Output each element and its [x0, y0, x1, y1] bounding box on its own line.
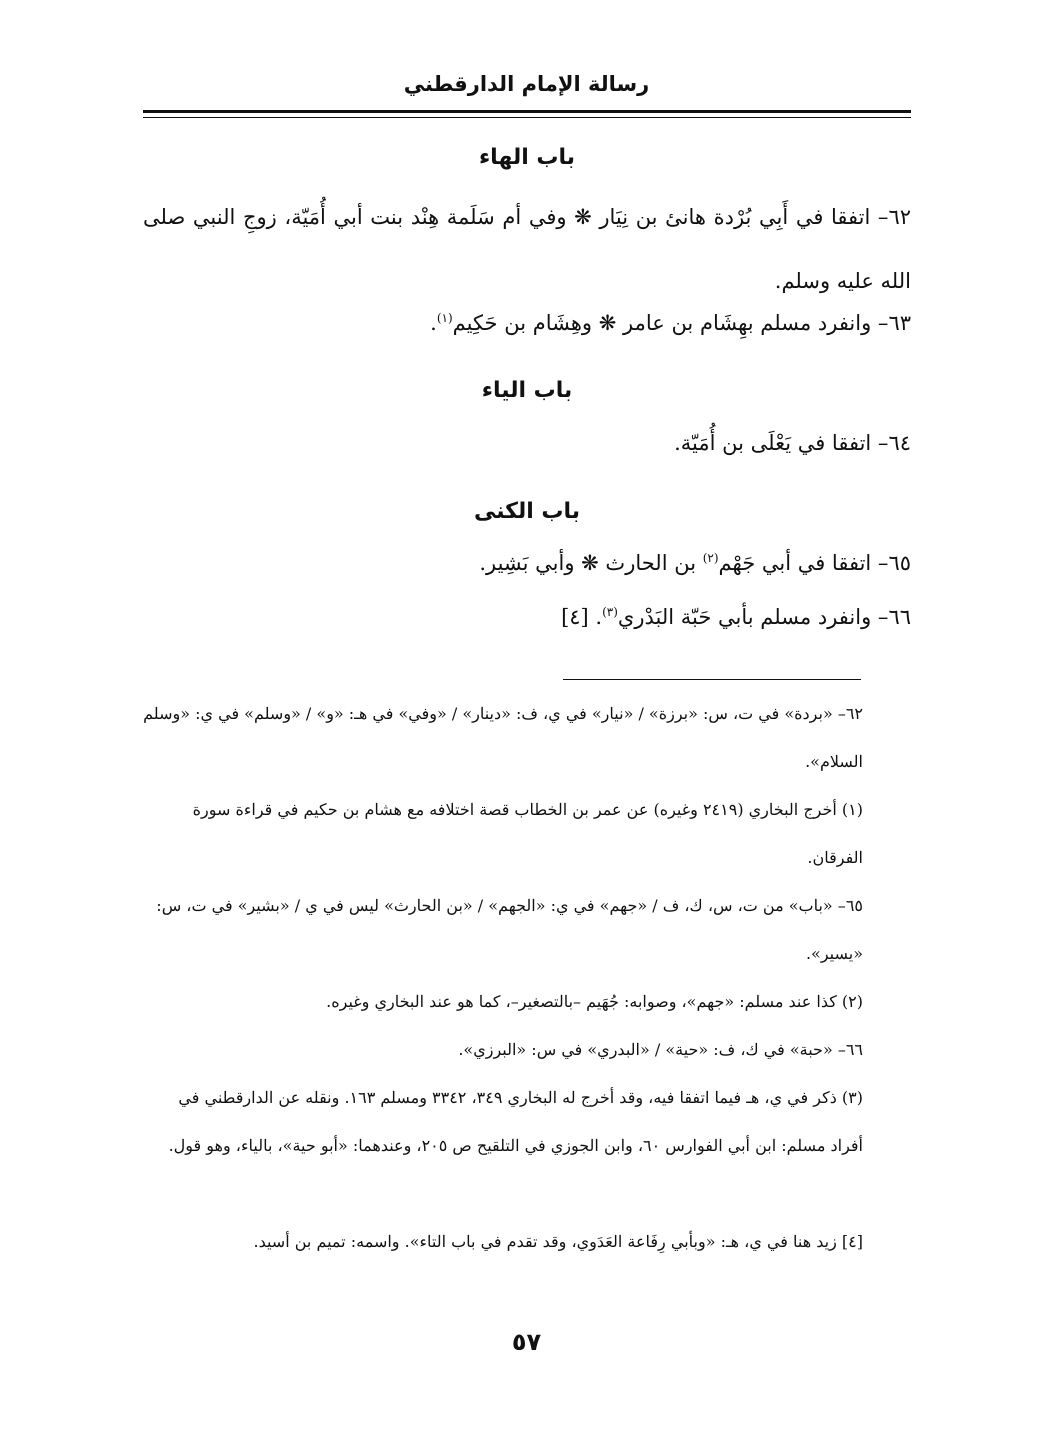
footnote-65: ٦٥– «باب» من ت، س، ك، ف / «جهم» في ي: «الجهم» / «بن الحارث» ليس في ي / «بشير» في ت، س: «يسير». [156, 896, 863, 963]
entry-66-text: ٦٦– وانفرد مسلم بأبي حَبّة البَدْري [617, 605, 911, 629]
footnote-ref-2: (٢) [702, 551, 719, 565]
entry-66-end: . [٤] [561, 605, 603, 629]
footnote-62: ٦٢– «بردة» في ت، س: «برزة» / «نيار» في ي، ف: «دينار» / «وفي» في هـ: «و» / «وسلم» في ي: «وسلم السلام». [143, 704, 863, 771]
footnote-1: (١) أخرج البخاري (٢٤١٩ وغيره) عن عمر بن الخطاب قصة اختلافه مع هشام بن حكيم في قراءة سورة الفرقان. [192, 800, 863, 867]
entry-65 [143, 541, 911, 585]
entry-65-text-a: ٦٥– اتفقا في أبي جَهْم [718, 551, 911, 575]
section-heading-ha: باب الهاء [478, 145, 576, 170]
entry-66 [143, 595, 911, 639]
footnote-4: [٤] زيد هنا في ي، هـ: «وبأبي رِفَاعة العَدَوي، وقد تقدم في باب التاء». واسمه: تميم بن أسيد. [253, 1232, 863, 1251]
entry-65-text-b: بن الحارث ❋ وأبي بَشِير. [479, 551, 703, 575]
footnote-3: (٣) ذكر في ي، هـ فيما اتفقا فيه، وقد أخرج له البخاري ٣٤٩، ٣٣٤٢ ومسلم ١٦٣. ونقله عن الدارقطني في أفراد مسلم: ابن أبي الفوارس ٦٠، وابن الجوزي في التلقيح ص ٢٠٥، وعندهما: «أبو حية»، بالياء، وهو قول. [168, 1088, 863, 1155]
entry-62: ٦٢– اتفقا في أَبِي بُرْدة هانئ بن نِيَار ❋ وفي أم سَلَمة هِنْد بنت أبي أُمَيّة، زوجِ النبي صلى الله عليه وسلم. [143, 205, 911, 293]
footnote-2: (٢) كذا عند مسلم: «جهم»، وصوابه: جُهَيم –بالتصغير–، كما هو عند البخاري وغيره. [326, 992, 863, 1011]
page-number: ٥٧ [511, 1328, 542, 1356]
footnote-ref-1: (١) [436, 311, 453, 325]
header-rule-thick [143, 110, 911, 113]
running-head: رسالة الإمام الدارقطني [403, 72, 650, 96]
entry-63-end: . [430, 311, 437, 335]
entry-64: ٦٤– اتفقا في يَعْلَى بن أُمَيّة. [674, 431, 911, 455]
footnote-separator [563, 679, 861, 680]
section-heading-ya: باب الياء [481, 378, 573, 403]
footnote-66: ٦٦– «حبة» في ك، ف: «حية» / «البدري» في س: «البرزي». [458, 1040, 863, 1059]
footnote-ref-3: (٣) [602, 605, 618, 619]
header-rule-thin [143, 117, 911, 118]
entry-63 [143, 301, 911, 345]
entry-63-text: ٦٣– وانفرد مسلم بهِشَام بن عامر ❋ وهِشَام بن حَكِيم [452, 311, 911, 335]
section-heading-kuna: باب الكنى [473, 499, 581, 524]
